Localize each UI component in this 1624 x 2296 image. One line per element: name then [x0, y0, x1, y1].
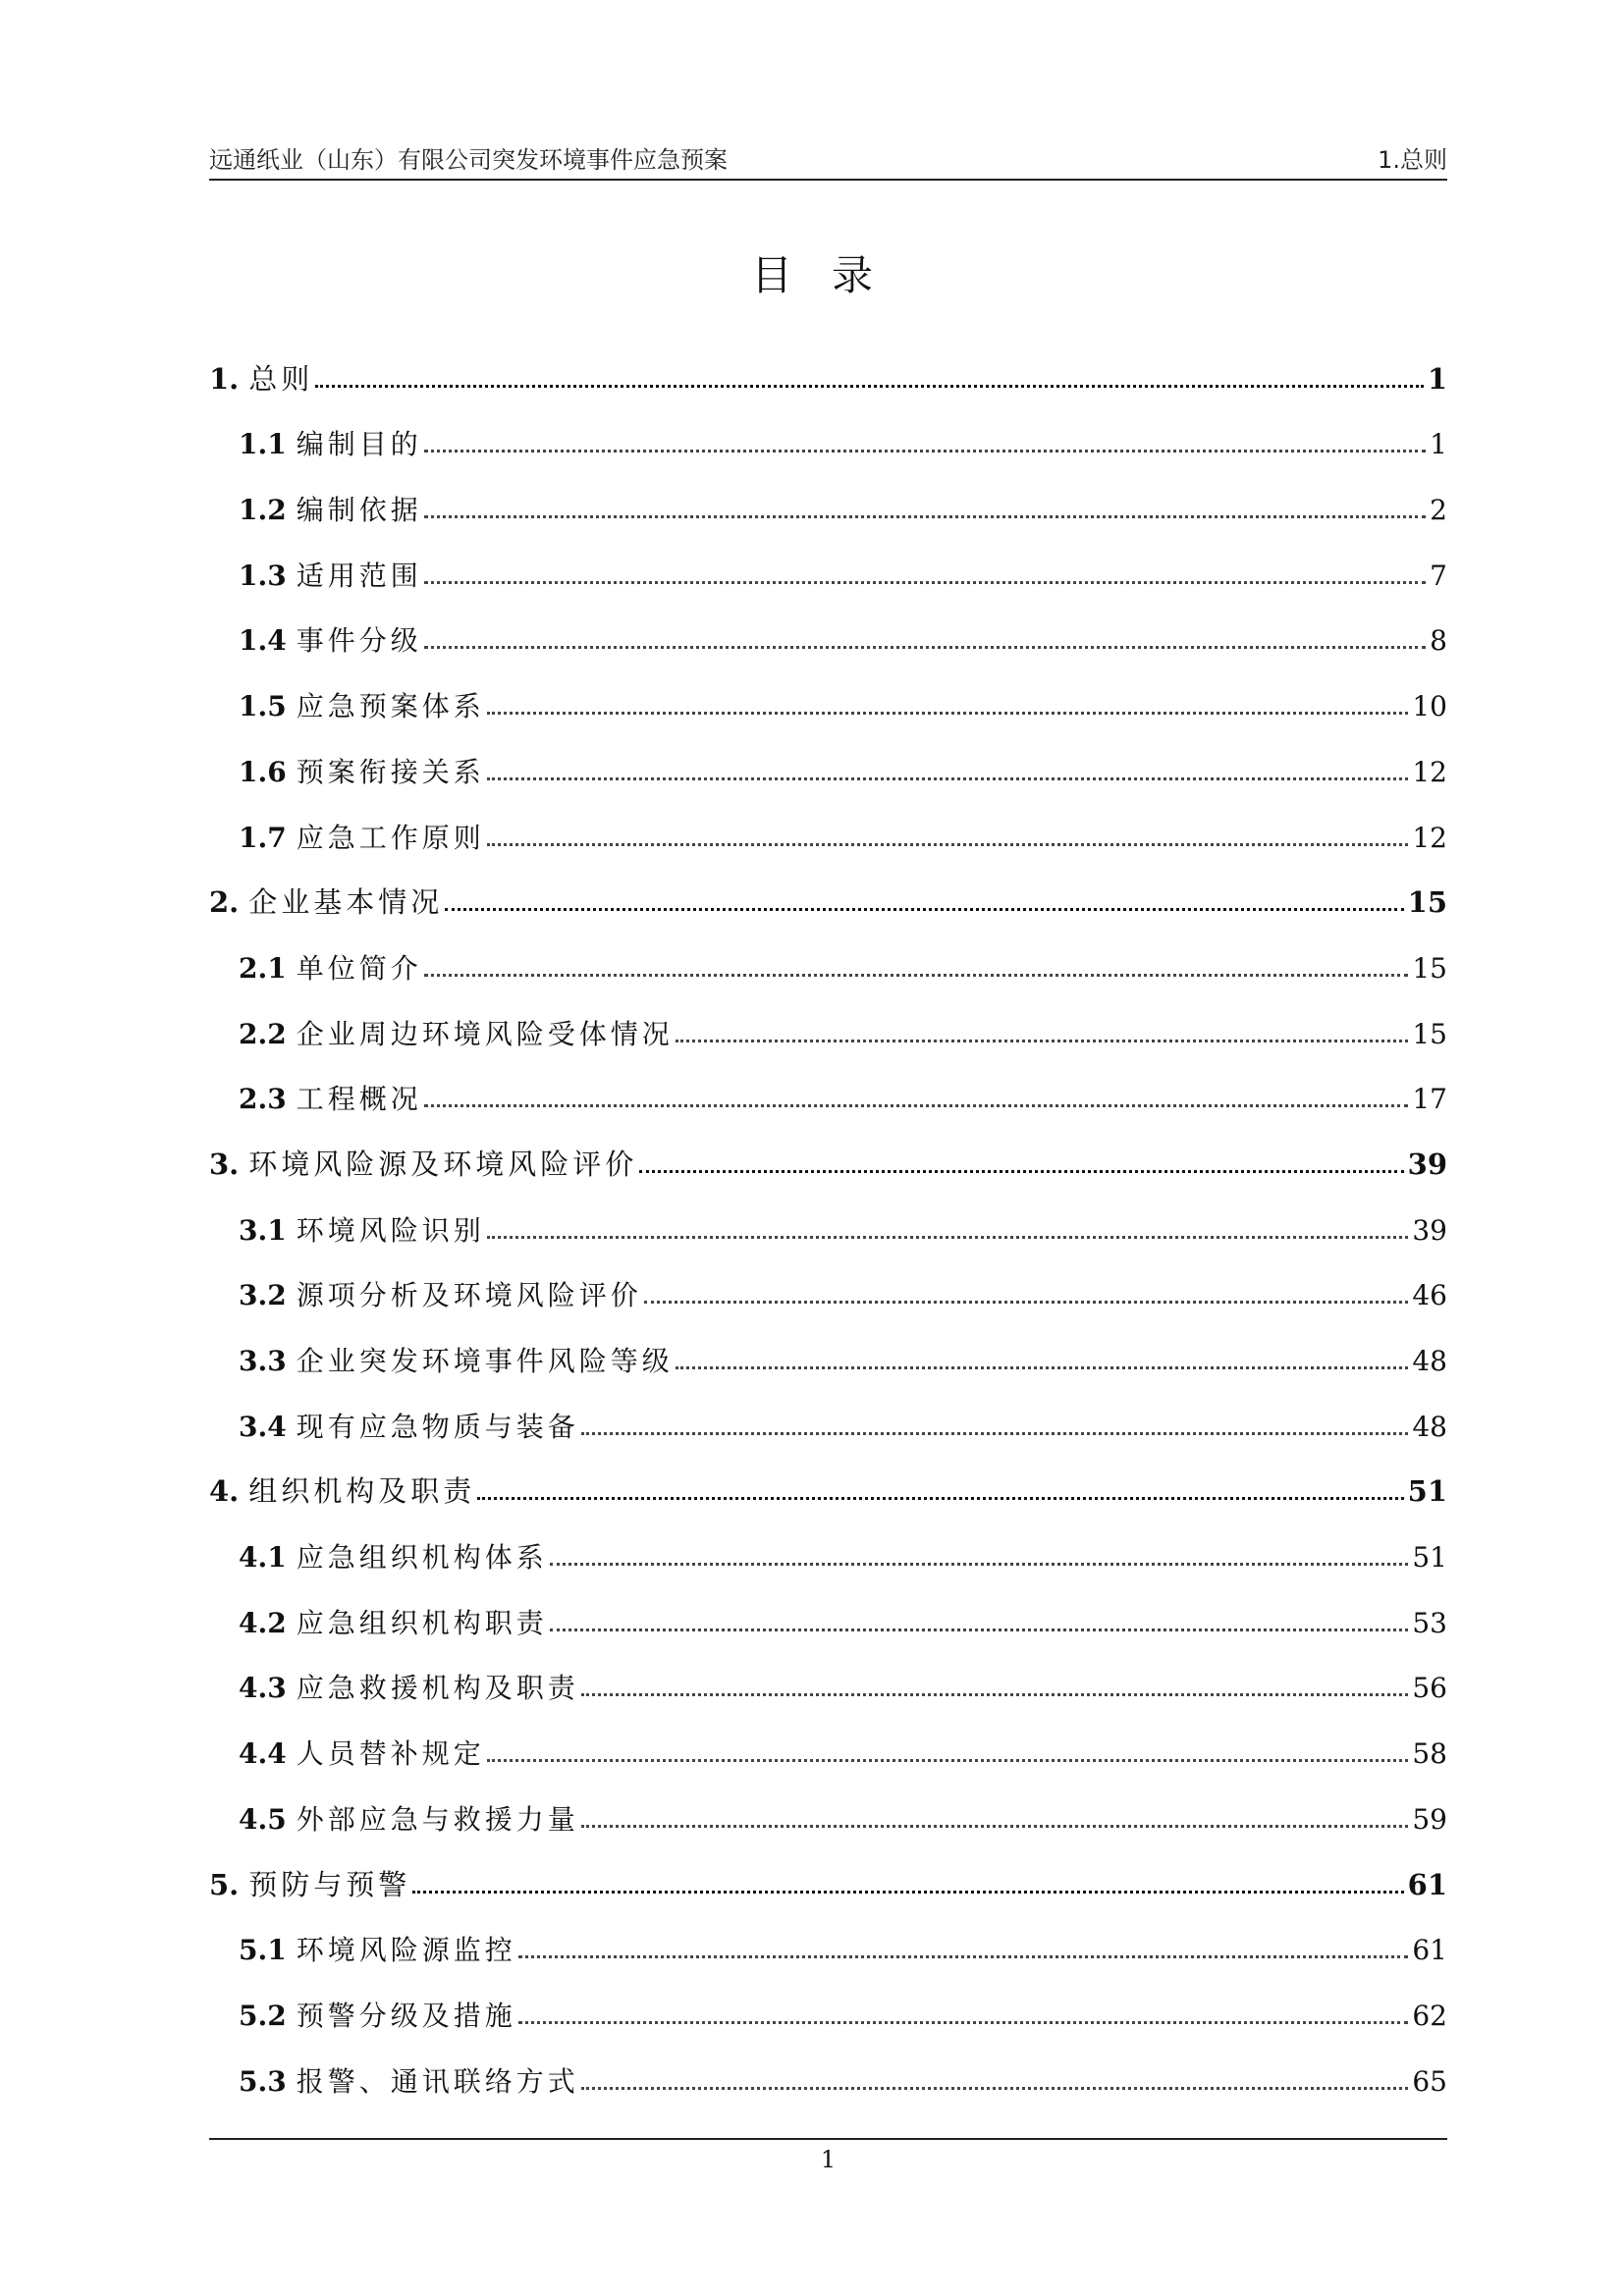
toc-chapter-entry[interactable] [209, 328, 1447, 394]
toc-dot-leader [477, 1497, 1403, 1500]
toc-entry-number: 4.5 [239, 1802, 287, 1836]
toc-entry-number: 2.3 [239, 1083, 287, 1116]
toc-entry-label: 企业突发环境事件风险等级 [296, 1345, 674, 1377]
toc-section-entry[interactable] [209, 1899, 1447, 1965]
toc-entry-label: 应急组织机构体系 [296, 1541, 548, 1575]
toc-entry-page: 51 [1412, 1541, 1447, 1575]
toc-entry-page: 61 [1407, 1867, 1447, 1901]
toc-entry-number: 1.5 [239, 690, 287, 723]
toc-entry-page: 39 [1412, 1213, 1447, 1247]
toc-entry-number: 5. [209, 1867, 240, 1901]
toc-entry-label: 应急预案体系 [296, 690, 485, 723]
toc-entry-number: 1.2 [239, 494, 287, 527]
toc-entry-number: 1.1 [239, 428, 287, 461]
toc-dot-leader [581, 1825, 1409, 1828]
toc-section-entry[interactable] [209, 1048, 1447, 1114]
toc-section-entry[interactable] [209, 1768, 1447, 1834]
toc-entry-number: 2.1 [239, 951, 287, 985]
toc-section-entry[interactable] [209, 524, 1447, 590]
toc-chapter-entry[interactable] [209, 1834, 1447, 1899]
toc-dot-leader [487, 712, 1409, 715]
toc-dot-leader [581, 2087, 1409, 2090]
page-number: 1 [820, 2146, 837, 2173]
toc-section-entry[interactable] [209, 917, 1447, 983]
toc-dot-leader [487, 777, 1409, 780]
toc-entry-page: 1 [1427, 361, 1447, 396]
toc-section-entry[interactable] [209, 1245, 1447, 1310]
header-document-title: 远通纸业（山东）有限公司突发环境事件应急预案 [209, 146, 728, 174]
toc-section-entry[interactable] [209, 458, 1447, 527]
toc-entry-page: 59 [1412, 1802, 1447, 1836]
page-footer [209, 2138, 1447, 2173]
toc-section-entry[interactable] [209, 721, 1447, 786]
toc-entry-label: 单位简介 [296, 951, 422, 985]
toc-entry-number: 2. [209, 885, 240, 920]
toc-entry-number: 5.2 [239, 1999, 287, 2032]
toc-entry-label: 事件分级 [296, 624, 422, 658]
toc-entry-label: 人员替补规定 [296, 1737, 485, 1771]
toc-dot-leader [487, 843, 1409, 846]
toc-entry-number: 4.4 [239, 1737, 287, 1771]
toc-entry-label: 企业基本情况 [248, 885, 444, 920]
toc-entry-label: 环境风险识别 [296, 1213, 485, 1247]
toc-entry-label: 适用范围 [296, 559, 422, 592]
toc-title: 目录 [750, 251, 912, 299]
toc-dot-leader [424, 974, 1409, 977]
toc-entry-number: 4.2 [239, 1606, 287, 1639]
toc-entry-page: 10 [1412, 690, 1447, 723]
toc-dot-leader [424, 515, 1426, 518]
toc-entry-number: 1.3 [239, 559, 287, 592]
toc-entry-number: 3.3 [239, 1345, 287, 1377]
toc-entry-page: 65 [1412, 2064, 1447, 2098]
toc-entry-page: 53 [1412, 1606, 1447, 1639]
toc-dot-leader [412, 1891, 1403, 1894]
toc-entry-page: 8 [1430, 624, 1447, 658]
toc-dot-leader [644, 1301, 1409, 1304]
toc-entry-page: 7 [1430, 559, 1447, 592]
toc-entry-page: 48 [1412, 1345, 1447, 1377]
toc-entry-label: 外部应急与救援力量 [296, 1802, 579, 1836]
toc-dot-leader [445, 908, 1403, 911]
toc-entry-page: 12 [1412, 755, 1447, 788]
toc-dot-leader [581, 1693, 1409, 1696]
toc-entry-number: 1.7 [239, 821, 287, 854]
toc-dot-leader [676, 1366, 1409, 1369]
toc-entry-page: 51 [1407, 1474, 1447, 1509]
toc-entry-label: 编制目的 [296, 428, 422, 461]
toc-entry-page: 56 [1412, 1672, 1447, 1705]
toc-section-entry[interactable] [209, 1309, 1447, 1375]
toc-entry-label: 环境风险源及环境风险评价 [248, 1147, 638, 1181]
toc-entry-page: 15 [1407, 885, 1447, 920]
toc-dot-leader [487, 1759, 1409, 1762]
toc-entry-label: 预防与预警 [248, 1867, 411, 1901]
toc-dot-leader [581, 1432, 1409, 1435]
toc-entry-number: 1.6 [239, 755, 287, 788]
toc-entry-page: 2 [1430, 494, 1447, 527]
toc-section-entry[interactable] [209, 590, 1447, 656]
toc-entry-number: 3.1 [239, 1213, 287, 1247]
toc-entry-number: 1.4 [239, 624, 287, 658]
toc-entry-page: 58 [1412, 1737, 1447, 1771]
toc-entry-page: 15 [1412, 1017, 1447, 1050]
toc-entry-page: 62 [1412, 1999, 1447, 2032]
toc-entry-page: 48 [1412, 1410, 1447, 1443]
toc-entry-page: 12 [1412, 821, 1447, 854]
toc-dot-leader [518, 1955, 1409, 1958]
toc-entry-number: 4.3 [239, 1672, 287, 1705]
toc-entry-label: 预案衔接关系 [296, 755, 485, 788]
toc-entry-label: 工程概况 [296, 1083, 422, 1116]
toc-dot-leader [518, 2021, 1409, 2024]
toc-dot-leader [424, 581, 1426, 584]
toc-section-entry[interactable] [209, 1572, 1447, 1637]
toc-section-entry[interactable] [209, 1506, 1447, 1575]
toc-entry-number: 1. [209, 361, 240, 396]
toc-entry-page: 1 [1430, 428, 1447, 461]
toc-entry-label: 环境风险源监控 [296, 1934, 516, 1967]
toc-section-entry[interactable] [209, 1179, 1447, 1245]
toc-entry-label: 应急救援机构及职责 [296, 1672, 579, 1705]
toc-section-entry[interactable] [209, 1375, 1447, 1441]
toc-entry-number: 2.2 [239, 1017, 287, 1050]
toc-section-entry[interactable] [209, 983, 1447, 1048]
toc-section-entry[interactable] [209, 1702, 1447, 1771]
toc-dot-leader [639, 1170, 1403, 1173]
header-section-name: 1.总则 [1378, 146, 1447, 174]
toc-entry-number: 3.2 [239, 1279, 287, 1312]
toc-entry-label: 企业周边环境风险受体情况 [296, 1017, 674, 1050]
toc-entry-page: 17 [1412, 1083, 1447, 1116]
toc-entry-number: 3.4 [239, 1410, 287, 1443]
toc-entry-label: 编制依据 [296, 494, 422, 527]
toc-section-entry[interactable] [209, 655, 1447, 721]
toc-section-entry[interactable] [209, 394, 1447, 459]
toc-entry-label: 应急组织机构职责 [296, 1606, 548, 1639]
toc-dot-leader [424, 450, 1426, 453]
toc-entry-page: 15 [1412, 951, 1447, 985]
toc-section-entry[interactable] [209, 2030, 1447, 2096]
toc-dot-leader [550, 1629, 1409, 1631]
toc-chapter-entry[interactable] [209, 1113, 1447, 1179]
toc-entry-label: 源项分析及环境风险评价 [296, 1279, 642, 1312]
toc-dot-leader [676, 1040, 1409, 1042]
toc-entry-label: 预警分级及措施 [296, 1999, 516, 2032]
toc-chapter-entry[interactable] [209, 852, 1447, 918]
toc-entry-label: 报警、通讯联络方式 [296, 2064, 579, 2098]
toc-entry-page: 46 [1412, 1279, 1447, 1312]
toc-entry-number: 3. [209, 1147, 240, 1181]
toc-entry-page: 39 [1407, 1147, 1447, 1181]
toc-entry-label: 组织机构及职责 [248, 1474, 476, 1509]
toc-dot-leader [487, 1236, 1409, 1239]
toc-section-entry[interactable] [209, 786, 1447, 852]
toc-section-entry[interactable] [209, 1964, 1447, 2030]
toc-entry-number: 5.1 [239, 1934, 287, 1967]
page-header [209, 135, 1447, 181]
table-of-contents [209, 328, 1447, 2096]
toc-dot-leader [424, 1104, 1409, 1107]
toc-entry-number: 4.1 [239, 1541, 287, 1575]
toc-section-entry[interactable] [209, 1637, 1447, 1703]
toc-entry-label: 现有应急物质与装备 [296, 1410, 579, 1443]
toc-dot-leader [424, 646, 1426, 649]
toc-chapter-entry[interactable] [209, 1441, 1447, 1507]
toc-entry-number: 4. [209, 1474, 240, 1509]
toc-entry-label: 总则 [248, 361, 314, 396]
toc-entry-number: 5.3 [239, 2064, 287, 2098]
toc-entry-label: 应急工作原则 [296, 821, 485, 854]
toc-dot-leader [550, 1563, 1409, 1566]
toc-entry-page: 61 [1412, 1934, 1447, 1967]
toc-dot-leader [315, 385, 1424, 388]
